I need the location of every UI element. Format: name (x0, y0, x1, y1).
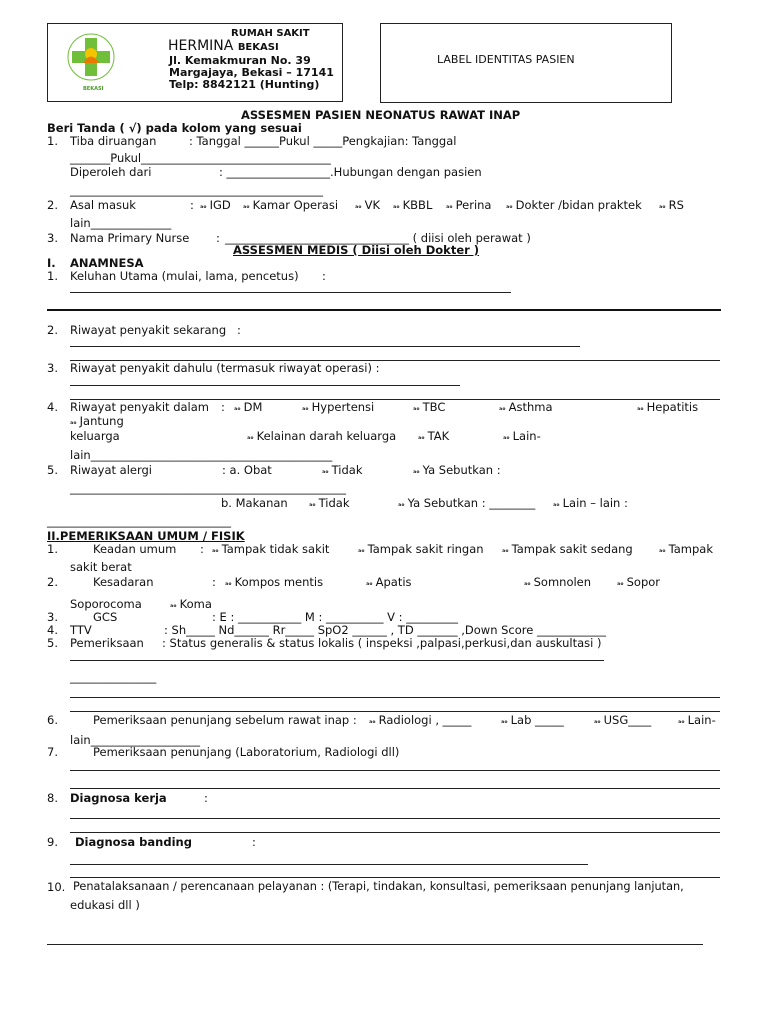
checkbox-icon[interactable]: ₐₒ (418, 432, 425, 441)
k5-end-line[interactable]: ________________________________ (47, 514, 231, 528)
f8-colon: : (204, 791, 208, 805)
k5-label: Riwayat alergi (70, 463, 152, 477)
f6-option-usg[interactable] (594, 713, 651, 727)
f2-label: Kesadaran (93, 575, 154, 589)
checkbox-icon[interactable]: ₐₒ (393, 201, 400, 210)
checkbox-icon[interactable]: ₐₒ (212, 545, 219, 554)
q2-option-label: KBBL (402, 198, 433, 212)
f2-colon: : (212, 575, 216, 589)
checkbox-icon[interactable]: ₐₒ (200, 201, 207, 210)
f1-option-label: Tampak (668, 542, 714, 556)
k4-label: Riwayat penyakit dalam (70, 400, 209, 414)
q2-option-label: VK (364, 198, 381, 212)
k1-answer-line[interactable] (70, 292, 511, 293)
k1-colon: : (322, 269, 326, 283)
f7-answer-line-1[interactable] (70, 770, 720, 771)
k3-answer-line-1[interactable] (70, 385, 460, 386)
q1-obtained-label: Diperoleh dari (70, 165, 152, 179)
f9-colon: : (252, 835, 256, 849)
f2-option-label: Kompos mentis (234, 575, 324, 589)
q2-option-label: IGD (209, 198, 231, 212)
f2-option-kompos-mentis[interactable] (225, 575, 323, 589)
f6-number: 6. (47, 713, 58, 727)
checkbox-icon[interactable]: ₐₒ (358, 545, 365, 554)
k5-obat-ya[interactable] (413, 463, 501, 477)
f1-option-label: Tampak sakit sedang (511, 542, 633, 556)
k4-option-label: DM (243, 400, 263, 414)
f2-option-koma[interactable] (170, 597, 212, 611)
q2-option-label: RS (668, 198, 684, 212)
checkbox-icon[interactable]: ₐₒ (499, 403, 506, 412)
checkbox-icon[interactable]: ₐₒ (302, 403, 309, 412)
checkbox-icon[interactable]: ₐₒ (366, 578, 373, 587)
k4-option-label: TBC (422, 400, 446, 414)
k5-option-label: Tidak (331, 463, 363, 477)
f7-label: Pemeriksaan penunjang (Laboratorium, Radiologi dll) (93, 745, 400, 759)
f4-vitals-fields[interactable]: : Sh_____ Nd______ Rr_____ SpO2 ______ , TD _______ ,Down Score ____________ (164, 623, 606, 637)
f6-option-label: Lab _____ (510, 713, 564, 727)
f9-answer-line-1[interactable] (70, 864, 588, 865)
checkbox-icon[interactable]: ₐₒ (413, 403, 420, 412)
checkbox-icon[interactable]: ₐₒ (446, 201, 453, 210)
f10-label: Penatalaksanaan / perencanaan pelayanan : (Terapi, tindakan, konsultasi, pemeriksaan penunjang lanjutan, (73, 880, 684, 893)
f1-option-sakit-ringan[interactable] (358, 542, 484, 556)
checkbox-icon[interactable]: ₐₒ (659, 545, 666, 554)
checkbox-icon[interactable]: ₐₒ (506, 201, 513, 210)
q2-other-field[interactable]: lain______________ (70, 216, 172, 230)
k5-option-label: Ya Sebutkan : (422, 463, 501, 477)
f5-number: 5. (47, 636, 58, 650)
q2-option-label: Perina (455, 198, 492, 212)
k2-colon: : (237, 323, 241, 337)
k4-option-label: Asthma (508, 400, 553, 414)
q2-option-dokter[interactable] (506, 198, 642, 212)
f4-number: 4. (47, 623, 58, 637)
k3-label: Riwayat penyakit dahulu (termasuk riwayat operasi) : (70, 361, 380, 375)
f7-number: 7. (47, 745, 58, 759)
checkbox-icon[interactable]: ₐₒ (243, 201, 250, 210)
k4-option-label: TAK (427, 429, 450, 443)
checkbox-icon[interactable]: ₐₒ (524, 578, 531, 587)
k5-obat-field[interactable]: ________________________________________________ (70, 481, 346, 495)
k4-option-asthma[interactable] (499, 400, 553, 414)
f5-answer-line-2[interactable] (70, 697, 720, 698)
hospital-label: RUMAH SAKIT (231, 28, 310, 39)
f9-label: Diagnosa banding (75, 835, 192, 849)
f1-number: 1. (47, 542, 58, 556)
f8-label: Diagnosa kerja (70, 791, 167, 805)
f2-option-label: Koma (179, 597, 212, 611)
hospital-address-1: Jl. Kemakmuran No. 39 (169, 54, 311, 67)
k3-number: 3. (47, 361, 58, 375)
q2-colon: : (190, 198, 194, 212)
k2-number: 2. (47, 323, 58, 337)
f3-gcs-fields[interactable]: : E : ___________ M : __________ V : _________ (212, 610, 458, 624)
form-title: ASSESMEN PASIEN NEONATUS RAWAT INAP (241, 108, 521, 122)
k1-number: 1. (47, 269, 58, 283)
k5-obat-label: : a. Obat (222, 463, 272, 477)
q2-option-label: Dokter /bidan praktek (515, 198, 642, 212)
checkbox-icon[interactable]: ₐₒ (502, 545, 509, 554)
f2-option-apatis[interactable] (366, 575, 412, 589)
f8-answer-line-1[interactable] (70, 818, 720, 819)
fisik-title: II.PEMERIKSAAN UMUM / FISIK (47, 529, 245, 543)
q1-relation-line[interactable]: ____________________________________________ (70, 183, 323, 197)
q1-obtained-field[interactable]: : __________________.Hubungan dengan pasien (219, 165, 482, 179)
q2-number: 2. (47, 198, 58, 212)
f2-number: 2. (47, 575, 58, 589)
f10-answer-line[interactable] (47, 944, 703, 945)
f8-answer-line-2[interactable] (70, 832, 720, 833)
k5-makanan-tidak[interactable] (309, 496, 350, 510)
f2-option-sopor[interactable] (617, 575, 660, 589)
f2-option-label: Somnolen (533, 575, 592, 589)
k1-label: Keluhan Utama (mulai, lama, pencetus) (70, 269, 299, 283)
k4-colon: : (221, 400, 225, 414)
k4-option-tbc[interactable] (413, 400, 445, 414)
f6-label: Pemeriksaan penunjang sebelum rawat inap : (93, 713, 357, 727)
q2-option-kamar-operasi[interactable] (243, 198, 338, 212)
f1-option-tail: sakit berat (70, 560, 132, 574)
f2-option-label: Sopor (626, 575, 661, 589)
f6-option-label: Radiologi , _____ (378, 713, 472, 727)
anamnesa-title: ANAMNESA (70, 256, 144, 270)
k5-option-label: Ya Sebutkan : ________ (407, 496, 536, 510)
k2-answer-line-1[interactable] (70, 346, 580, 347)
k5-number: 5. (47, 463, 58, 477)
checkbox-icon[interactable]: ₐₒ (322, 466, 329, 475)
checkbox-icon[interactable]: ₐₒ (398, 499, 405, 508)
f10-number: 10. (47, 880, 66, 894)
f1-option-sakit-berat[interactable] (659, 542, 713, 556)
anamnesa-number: I. (47, 256, 56, 270)
f6-option-lab[interactable] (501, 713, 564, 727)
q2-label: Asal masuk (70, 198, 136, 212)
k4-option-tak[interactable] (418, 429, 449, 443)
checkbox-icon[interactable]: ₐₒ (617, 578, 624, 587)
hospital-city: BEKASI (237, 42, 279, 53)
k4-option-kelainan-darah[interactable] (247, 429, 396, 443)
checkbox-icon[interactable]: ₐₒ (247, 432, 254, 441)
checkbox-icon[interactable]: ₐₒ (234, 403, 241, 412)
k5-makanan-label: b. Makanan (221, 496, 288, 510)
f1-option-label: Tampak sakit ringan (367, 542, 484, 556)
q3-colon: : (216, 231, 220, 245)
f6-option-label: USG____ (603, 713, 652, 727)
q3-number: 3. (47, 231, 58, 245)
k5-option-label: Tidak (318, 496, 350, 510)
k4-option-label: Hypertensi (311, 400, 375, 414)
checkbox-icon[interactable]: ₐₒ (413, 466, 420, 475)
hospital-name (168, 38, 279, 54)
k5-obat-tidak[interactable] (322, 463, 363, 477)
f2-option-somnolen[interactable] (524, 575, 591, 589)
f1-label: Keadan umum (93, 542, 177, 556)
f1-colon: : (200, 542, 204, 556)
f9-answer-line-2[interactable] (70, 877, 720, 878)
k4-option-dm[interactable] (234, 400, 262, 414)
q1-time-field[interactable]: _______Pukul_________________________________ (70, 151, 331, 165)
q2-option-label: Kamar Operasi (252, 198, 339, 212)
k4-keluarga-label: keluarga (70, 429, 120, 443)
q1-label: Tiba diruangan (70, 134, 157, 148)
hospital-phone: Telp: 8842121 (Hunting) (169, 78, 320, 91)
f2-option-label: Apatis (375, 575, 412, 589)
checkbox-icon[interactable]: ₐₒ (659, 201, 666, 210)
q1-number: 1. (47, 134, 58, 148)
k5-makanan-ya[interactable] (398, 496, 535, 510)
f3-number: 3. (47, 610, 58, 624)
f4-label: TTV (70, 623, 92, 637)
f3-label: GCS (93, 610, 118, 624)
f2-option-soporocoma[interactable]: Soporocoma (70, 597, 142, 611)
checkbox-icon[interactable]: ₐₒ (678, 716, 685, 725)
k4-other-field[interactable]: lain__________________________________________ (70, 448, 333, 462)
k4-option-label: Kelainan darah keluarga (256, 429, 397, 443)
f8-number: 8. (47, 791, 58, 805)
k5-option-label: Lain – lain : (562, 496, 628, 510)
checkbox-icon[interactable]: ₐₒ (369, 716, 376, 725)
f6-other-field[interactable]: lain___________________ (70, 733, 200, 747)
k4-option-hepatitis[interactable] (637, 400, 698, 414)
checkbox-icon[interactable]: ₐₒ (594, 716, 601, 725)
q2-option-perina[interactable] (446, 198, 491, 212)
q2-option-vk[interactable] (355, 198, 380, 212)
patient-label-text: LABEL IDENTITAS PASIEN (437, 53, 575, 66)
k4-number: 4. (47, 400, 58, 414)
checkbox-icon[interactable]: ₐₒ (309, 499, 316, 508)
q3-label: Nama Primary Nurse (70, 231, 190, 245)
k4-option-label: Hepatitis (646, 400, 699, 414)
checkbox-icon[interactable]: ₐₒ (637, 403, 644, 412)
f1-option-tidak-sakit[interactable] (212, 542, 329, 556)
f5-description: : Status generalis & status lokalis ( inspeksi ,palpasi,perkusi,dan auskultasi ) (162, 636, 602, 650)
q2-option-kbbl[interactable] (393, 198, 432, 212)
q3-nurse-field[interactable]: ________________________________ ( diisi oleh perawat ) (225, 231, 531, 245)
section-divider (47, 309, 721, 311)
f1-option-label: Tampak tidak sakit (221, 542, 330, 556)
f1-option-sakit-sedang[interactable] (502, 542, 633, 556)
instruction: Beri Tanda ( √) pada kolom yang sesuai (47, 121, 302, 135)
f5-answer-line-3[interactable] (70, 711, 720, 712)
k4-option-lain[interactable] (503, 429, 541, 443)
checkbox-icon[interactable]: ₐₒ (501, 716, 508, 725)
f5-answer-line-1[interactable] (70, 660, 604, 661)
hospital-address-2: Margajaya, Bekasi – 17141 (169, 66, 334, 79)
medis-title: ASSESMEN MEDIS ( Diisi oleh Dokter ) (233, 243, 480, 257)
f6-option-label: Lain- (687, 713, 716, 727)
checkbox-icon[interactable]: ₐₒ (70, 417, 77, 426)
f7-answer-line-2[interactable] (70, 788, 720, 789)
q1-date-fields[interactable]: : Tanggal ______Pukul _____Pengkajian: Tanggal (189, 134, 457, 148)
logo-caption: BEKASI (83, 86, 104, 92)
checkbox-icon[interactable]: ₐₒ (503, 432, 510, 441)
f5-answer-short[interactable]: _______________ (70, 670, 157, 684)
f6-option-radiologi[interactable] (369, 713, 471, 727)
checkbox-icon[interactable]: ₐₒ (225, 578, 232, 587)
checkbox-icon[interactable]: ₐₒ (170, 600, 177, 609)
q2-option-rs[interactable] (659, 198, 684, 212)
f9-number: 9. (47, 835, 58, 849)
checkbox-icon[interactable]: ₐₒ (355, 201, 362, 210)
hospital-name-main: HERMINA (168, 38, 234, 54)
q2-option-igd[interactable] (200, 198, 231, 212)
checkbox-icon[interactable]: ₐₒ (553, 499, 560, 508)
k4-option-label: Jantung (79, 414, 124, 428)
f5-label: Pemeriksaan (70, 636, 144, 650)
k5-makanan-lain[interactable] (553, 496, 628, 510)
f10-label-tail: edukasi dll ) (70, 898, 140, 912)
k4-option-label: Lain- (512, 429, 541, 443)
k4-option-hypertensi[interactable] (302, 400, 374, 414)
k4-option-jantung[interactable] (70, 414, 124, 428)
f6-option-lain[interactable] (678, 713, 716, 727)
k2-label: Riwayat penyakit sekarang (70, 323, 227, 337)
